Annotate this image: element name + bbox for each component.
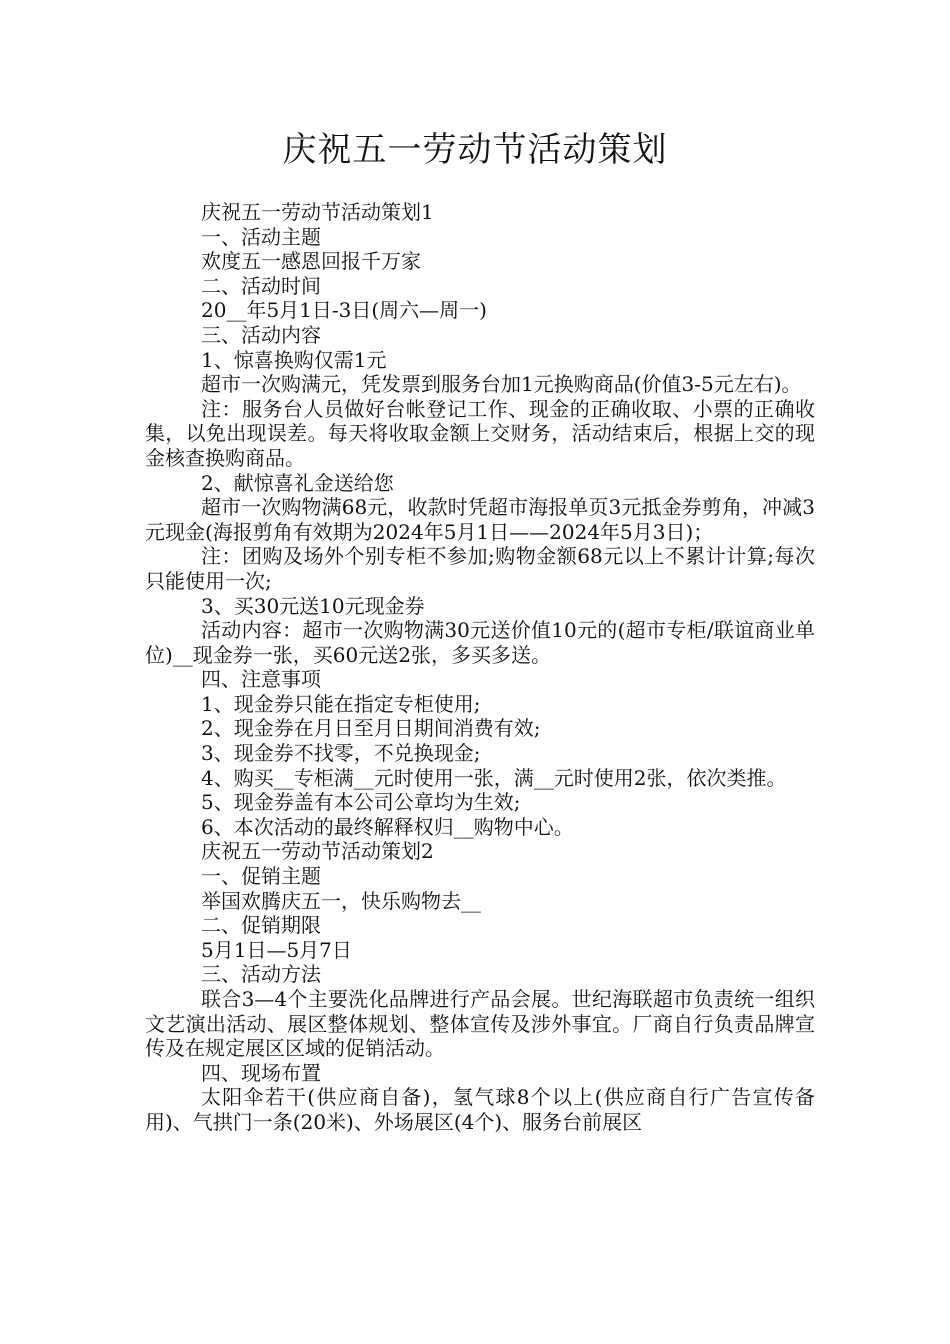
paragraph: 5月1日—5月7日 (201, 937, 352, 962)
paragraph: 联合3—4个主要洗化品牌进行产品会展。世纪海联超市负责统一组织文艺演出活动、展区整体规划、整体宣传及涉外事宜。厂商自行负责品牌宣传及在规定展区区域的促销活动。 (145, 987, 815, 1061)
paragraph: 注：服务台人员做好台帐登记工作、现金的正确收取、小票的正确收集，以免出现误差。每天将收取金额上交财务，活动结束后，根据上交的现金核查换购商品。 (145, 396, 815, 470)
paragraph: 超市一次购满元，凭发票到服务台加1元换购商品(价值3-5元左右)。 (201, 372, 802, 397)
paragraph: 三、活动方法 (201, 962, 321, 987)
paragraph: 1、惊喜换购仅需1元 (201, 347, 387, 372)
document-title: 庆祝五一劳动节活动策划 (282, 130, 668, 170)
paragraph: 3、买30元送10元现金券 (201, 593, 425, 618)
document-body (145, 200, 815, 1135)
paragraph: 一、活动主题 (201, 224, 321, 249)
paragraph: 3、现金券不找零，不兑换现金; (201, 741, 481, 766)
paragraph: 四、现场布置 (201, 1060, 321, 1085)
paragraph: 四、注意事项 (201, 667, 321, 692)
paragraph: 三、活动内容 (201, 322, 321, 347)
paragraph: 2、献惊喜礼金送给您 (201, 470, 394, 495)
paragraph: 活动内容：超市一次购物满30元送价值10元的(超市专柜/联谊商业单位)__现金券一张，买60元送2张，多买多送。 (145, 618, 815, 667)
paragraph: 庆祝五一劳动节活动策划2 (201, 839, 434, 864)
paragraph: 6、本次活动的最终解释权归__购物中心。 (201, 814, 574, 839)
paragraph: 超市一次购物满68元，收款时凭超市海报单页3元抵金券剪角，冲减3元现金(海报剪角有效期为2024年5月1日——2024年5月3日)； (145, 495, 815, 544)
paragraph: 举国欢腾庆五一，快乐购物去__ (201, 888, 481, 913)
paragraph: 1、现金券只能在指定专柜使用; (201, 691, 481, 716)
paragraph: 二、活动时间 (201, 273, 321, 298)
paragraph: 4、购买__专柜满__元时使用一张，满__元时使用2张，依次类推。 (201, 765, 787, 790)
paragraph: 庆祝五一劳动节活动策划1 (201, 200, 434, 224)
paragraph: 欢度五一感恩回报千万家 (201, 249, 421, 274)
paragraph: 20__年5月1日-3日(周六—周一) (201, 298, 487, 323)
paragraph: 2、现金券在月日至月日期间消费有效; (201, 716, 541, 741)
paragraph: 5、现金券盖有本公司公章均为生效; (201, 790, 521, 815)
paragraph: 注：团购及场外个别专柜不参加;购物金额68元以上不累计计算;每次只能使用一次; (145, 544, 815, 593)
paragraph: 太阳伞若干(供应商自备)，氢气球8个以上(供应商自行广告宣传备用)、气拱门一条(20米)、外场展区(4个)、服务台前展区 (145, 1085, 815, 1134)
paragraph: 二、促销期限 (201, 913, 321, 938)
paragraph: 一、促销主题 (201, 864, 321, 889)
